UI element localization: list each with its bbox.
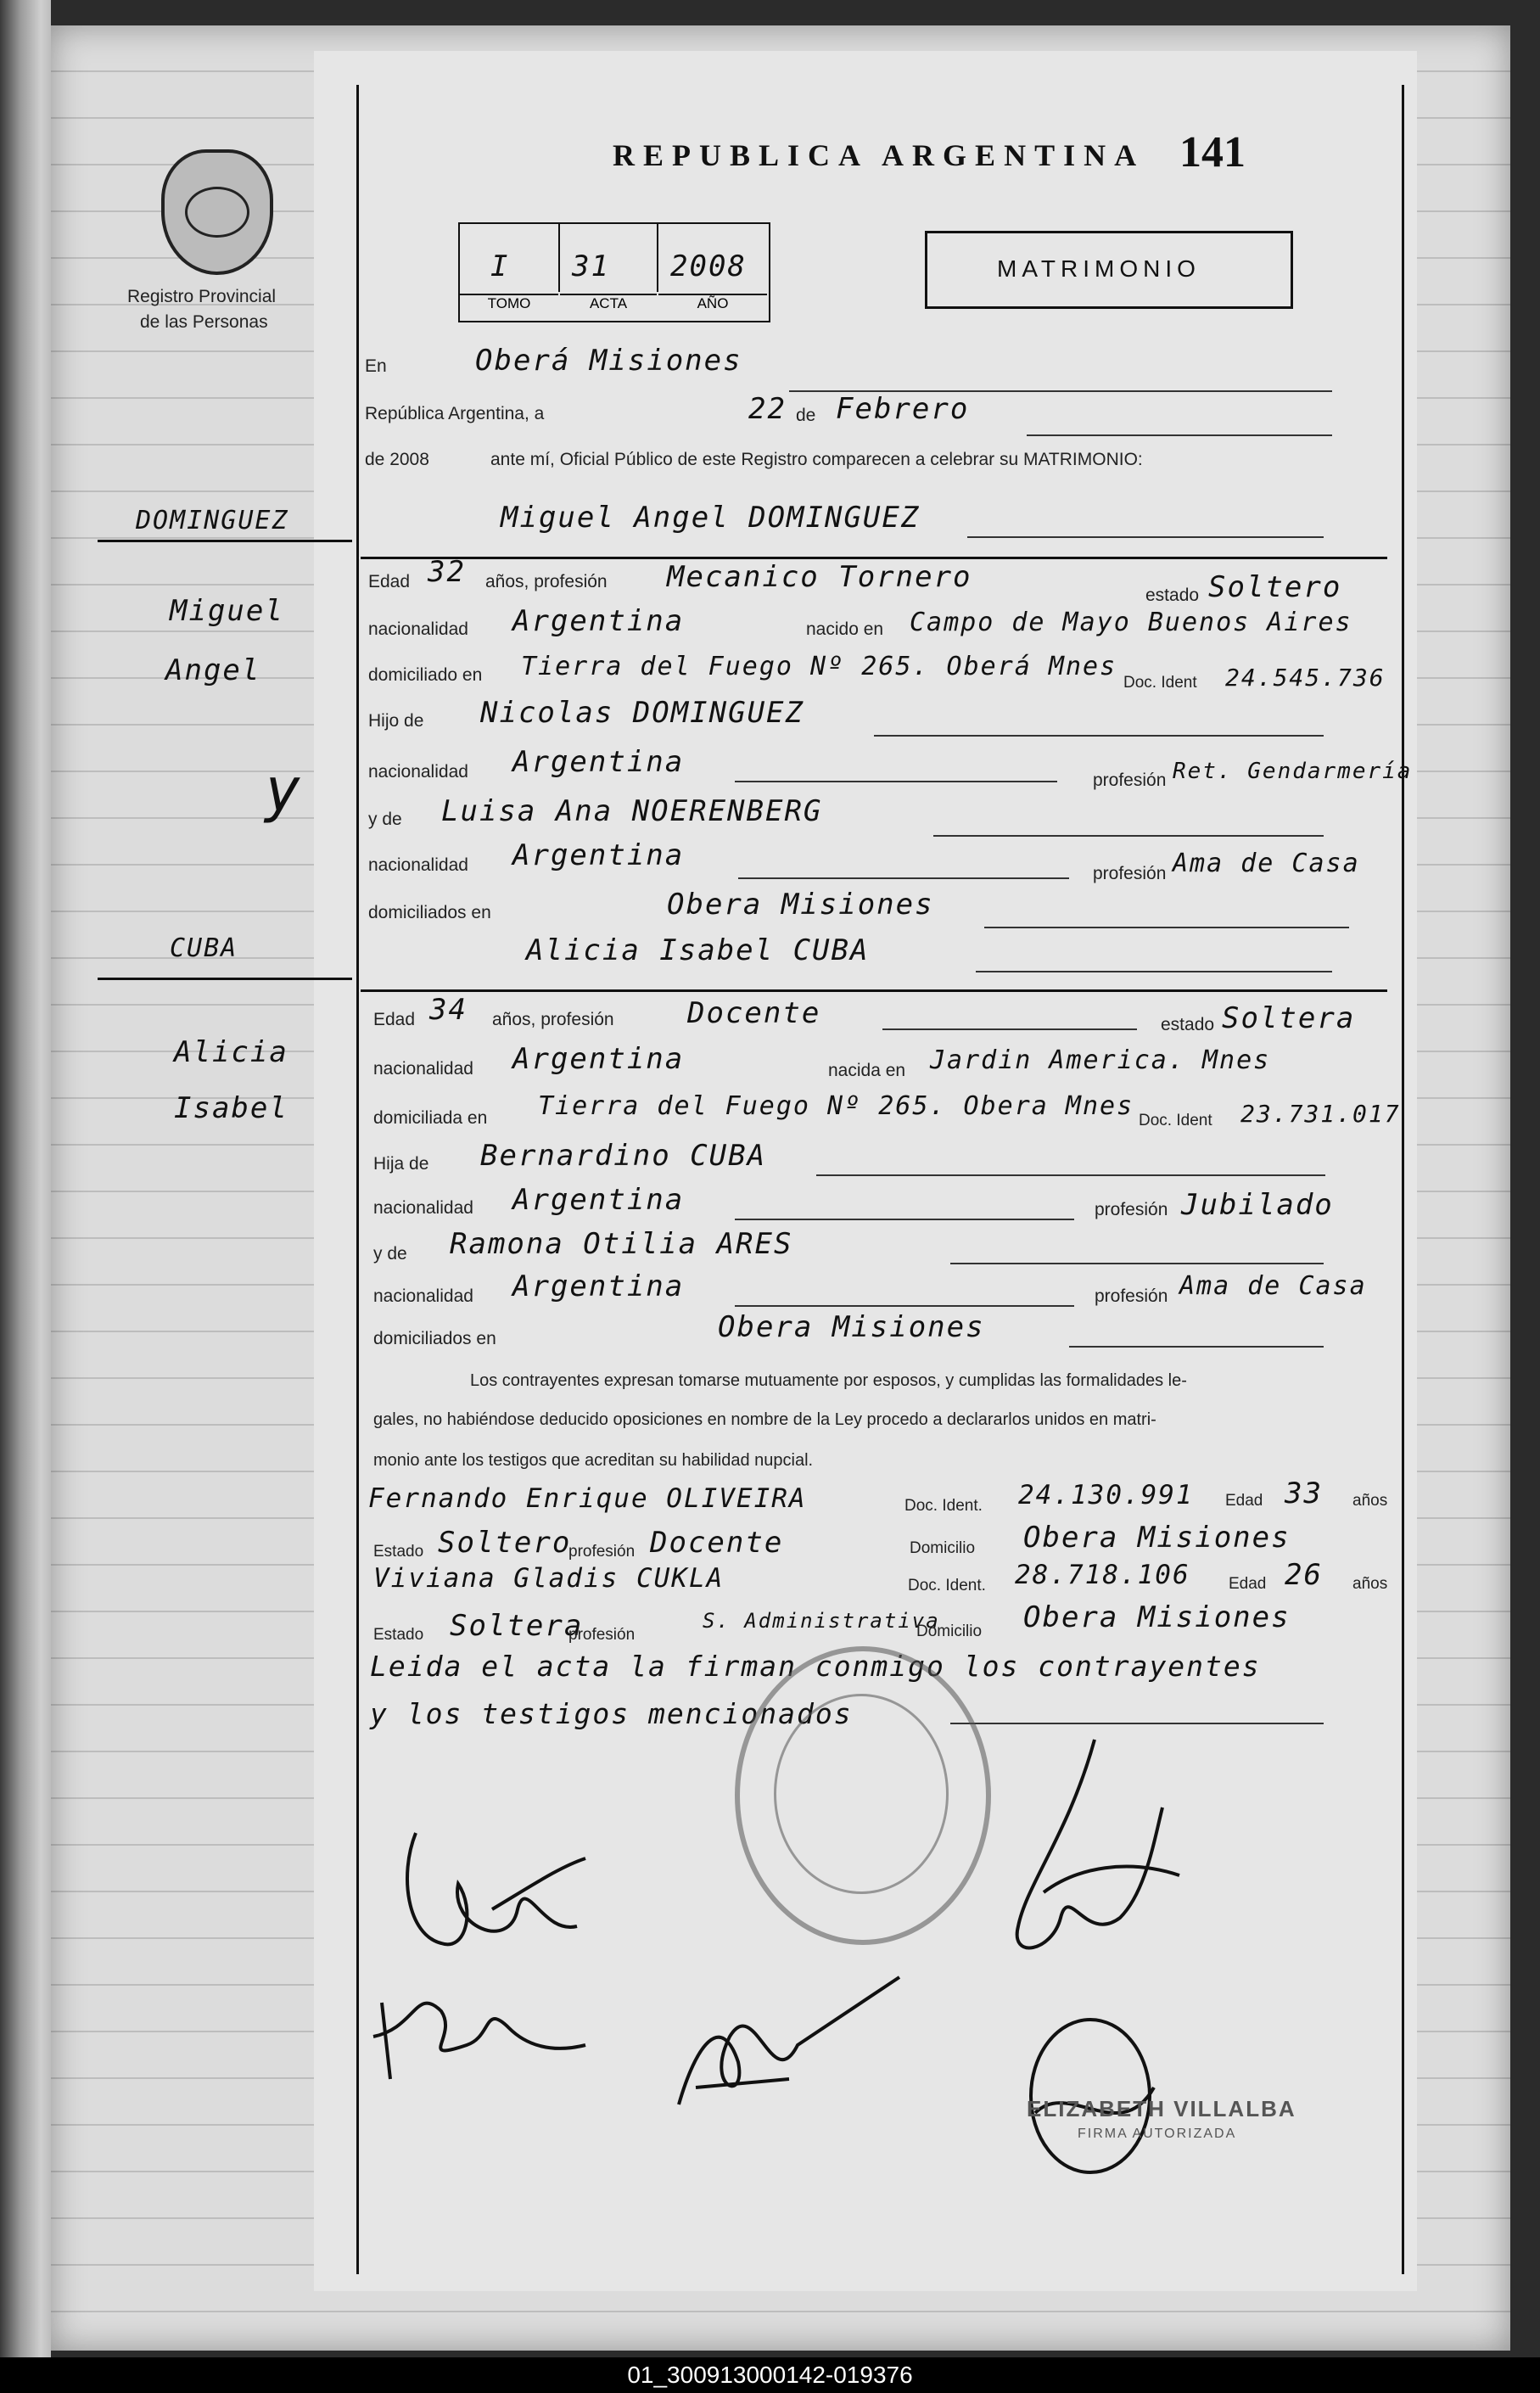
groom-section-top <box>361 557 1387 559</box>
groom-doc: 24.545.736 <box>1225 664 1386 692</box>
groom-parents-address: Obera Misiones <box>667 888 934 922</box>
bride-edad-label: Edad <box>373 1010 416 1029</box>
book-reference-box <box>458 222 770 322</box>
bride-nationality: Argentina <box>512 1042 685 1076</box>
bride-dom-label: domiciliada en <box>373 1108 488 1128</box>
bride-parents-address: Obera Misiones <box>718 1310 985 1344</box>
right-border <box>1402 85 1404 2274</box>
bride-section-top <box>361 989 1387 992</box>
signature-bride-icon <box>390 1807 594 1969</box>
margin-groom-given-2: Angel <box>165 653 261 687</box>
bride-age: 34 <box>429 993 468 1027</box>
groom-mother-nat: Argentina <box>512 838 685 872</box>
registry-name-2: de las Personas <box>140 312 268 332</box>
groom-nac-label: nacionalidad <box>368 619 468 639</box>
intro-month: Febrero <box>836 392 970 426</box>
groom-mother: Luisa Ana NOERENBERG <box>441 794 823 828</box>
bride-hija-label: Hija de <box>373 1154 429 1174</box>
official-stamp-sub: FIRMA AUTORIZADA <box>1078 2127 1237 2141</box>
witness1-edad-label: Edad <box>1225 1492 1263 1510</box>
anio-label: AÑO <box>658 294 767 321</box>
witness2-age: 26 <box>1285 1558 1323 1592</box>
witness1-dom-label: Domicilio <box>910 1539 976 1557</box>
intro-de-label: de <box>796 406 816 425</box>
groom-age: 32 <box>428 555 466 589</box>
bride-prof-label: años, profesión <box>492 1010 614 1029</box>
groom-address: Tierra del Fuego Nº 265. Oberá Mnes <box>521 652 1117 681</box>
bride-full-name: Alicia Isabel CUBA <box>526 933 870 967</box>
witness1-name: Fernando Enrique OLIVEIRA <box>368 1483 807 1514</box>
groom-mother-prof-label: profesión <box>1093 864 1167 883</box>
groom-birthplace: Campo de Mayo Buenos Aires <box>910 608 1352 637</box>
groom-edad-label: Edad <box>368 572 411 591</box>
groom-mother-prof: Ama de Casa <box>1173 849 1360 878</box>
witness1-doc-label: Doc. Ident. <box>904 1497 983 1515</box>
groom-estado-label: estado <box>1145 586 1200 605</box>
witness1-estado: Soltero <box>438 1526 572 1560</box>
groom-hijo-label: Hijo de <box>368 711 424 731</box>
bride-nacida-label: nacida en <box>828 1061 906 1080</box>
margin-divider-2 <box>98 978 352 980</box>
signature-witness1-icon <box>645 1960 916 2130</box>
registry-name-1: Registro Provincial <box>127 287 277 306</box>
groom-nationality: Argentina <box>512 604 685 638</box>
witness1-prof-label: profesión <box>568 1543 636 1561</box>
rep-label: República Argentina, a <box>365 404 545 423</box>
bride-doc: 23.731.017 <box>1240 1100 1401 1128</box>
margin-conjunction: y <box>265 755 303 825</box>
groom-prof-label: años, profesión <box>485 572 608 591</box>
bride-father-nat-label: nacionalidad <box>373 1198 473 1218</box>
bride-father-nat: Argentina <box>512 1183 685 1217</box>
witness2-profession: S. Administrativa <box>703 1609 940 1633</box>
tomo-value: I <box>490 249 510 283</box>
witness2-estado: Soltera <box>450 1609 584 1643</box>
bride-mother: Ramona Otilia ARES <box>450 1227 793 1261</box>
groom-father-prof: Ret. Gendarmería <box>1173 759 1413 784</box>
margin-bride-given-2: Isabel <box>174 1091 288 1125</box>
groom-father-prof-label: profesión <box>1093 771 1167 790</box>
bride-profession: Docente <box>687 996 821 1030</box>
acta-label: ACTA <box>560 294 657 321</box>
witness2-anos-label: años <box>1352 1575 1388 1593</box>
registry-seal-icon <box>161 149 273 275</box>
declaration-line-1: Los contrayentes expresan tomarse mutuamente por esposos, y cumplidas las formalidades le- <box>470 1371 1187 1390</box>
groom-doms-label: domiciliados en <box>368 903 491 922</box>
witness2-estado-label: Estado <box>373 1626 424 1644</box>
image-code-footer: 01_300913000142-019376 <box>0 2357 1540 2393</box>
declaration-line-2: gales, no habiéndose deducido oposiciones en nombre de la Ley procedo a declararlos unidos en matri- <box>373 1410 1156 1429</box>
closing-line-1: Leida el acta la firman conmigo los contrayentes <box>370 1650 1261 1683</box>
witness2-doc: 28.718.106 <box>1015 1560 1190 1590</box>
witness1-estado-label: Estado <box>373 1543 424 1561</box>
margin-bride-given-1: Alicia <box>174 1035 288 1069</box>
bride-nac-label: nacionalidad <box>373 1059 473 1079</box>
witness2-dom-label: Domicilio <box>916 1622 983 1640</box>
anio-value: 2008 <box>670 249 747 283</box>
bride-yde-label: y de <box>373 1244 407 1264</box>
bride-estado: Soltera <box>1222 1001 1356 1035</box>
margin-divider-1 <box>98 540 352 542</box>
country-title: REPUBLICA ARGENTINA <box>613 138 1145 172</box>
groom-father-nat-label: nacionalidad <box>368 762 468 782</box>
groom-father-nat: Argentina <box>512 745 685 779</box>
bride-father-prof-label: profesión <box>1095 1200 1168 1219</box>
bride-doms-label: domiciliados en <box>373 1329 496 1348</box>
witness1-anos-label: años <box>1352 1492 1388 1510</box>
witness1-age: 33 <box>1285 1477 1323 1510</box>
bride-mother-nat-label: nacionalidad <box>373 1286 473 1306</box>
intro-groom-full: Miguel Angel DOMINGUEZ <box>501 501 921 535</box>
closing-line-2: y los testigos mencionados <box>370 1697 853 1730</box>
intro-place: Oberá Misiones <box>475 344 742 378</box>
witness2-edad-label: Edad <box>1229 1575 1267 1593</box>
bride-father: Bernardino CUBA <box>480 1139 767 1173</box>
bride-mother-prof: Ama de Casa <box>1179 1271 1367 1301</box>
witness1-doc: 24.130.991 <box>1018 1480 1194 1510</box>
year-label: de 2008 <box>365 450 429 469</box>
bride-mother-prof-label: profesión <box>1095 1286 1168 1306</box>
witness2-name: Viviana Gladis CUKLA <box>373 1563 725 1594</box>
witness2-doc-label: Doc. Ident. <box>908 1577 986 1594</box>
record-type: MATRIMONIO <box>997 255 1201 282</box>
groom-father: Nicolas DOMINGUEZ <box>480 696 804 730</box>
margin-divider <box>356 85 359 2274</box>
registry-stamp-icon <box>735 1646 991 1945</box>
groom-nacido-label: nacido en <box>806 619 884 639</box>
tomo-label: TOMO <box>460 294 558 321</box>
margin-groom-given-1: Miguel <box>170 594 284 628</box>
acta-value: 31 <box>572 249 610 283</box>
record-type-box <box>925 231 1293 309</box>
bride-birthplace: Jardin America. Mnes <box>930 1045 1271 1075</box>
intro-statement: ante mí, Oficial Público de este Registro comparecen a celebrar su MATRIMONIO: <box>490 450 1143 469</box>
book-spine <box>0 0 51 2368</box>
declaration-line-3: monio ante los testigos que acreditan su habilidad nupcial. <box>373 1451 814 1470</box>
bride-doc-label: Doc. Ident <box>1139 1112 1212 1129</box>
groom-estado: Soltero <box>1208 570 1342 604</box>
groom-dom-label: domiciliado en <box>368 665 483 685</box>
witness2-address: Obera Misiones <box>1023 1600 1291 1634</box>
groom-doc-label: Doc. Ident <box>1123 674 1197 692</box>
bride-mother-nat: Argentina <box>512 1269 685 1303</box>
groom-mother-nat-label: nacionalidad <box>368 855 468 875</box>
margin-bride-surname: CUBA <box>170 933 238 963</box>
bride-address: Tierra del Fuego Nº 265. Obera Mnes <box>538 1091 1134 1121</box>
groom-profession: Mecanico Tornero <box>667 560 972 594</box>
groom-yde-label: y de <box>368 810 402 829</box>
bride-father-prof: Jubilado <box>1181 1188 1334 1222</box>
signature-groom-icon <box>365 1977 602 2088</box>
en-label: En <box>365 356 387 376</box>
bride-estado-label: estado <box>1161 1015 1215 1034</box>
witness1-profession: Docente <box>650 1526 784 1560</box>
signature-witness2-icon <box>993 1731 1188 1969</box>
folio-number: 141 <box>1179 128 1246 177</box>
official-stamp-name: ELIZABETH VILLALBA <box>1027 2096 1296 2121</box>
witness2-prof-label: profesión <box>568 1626 636 1644</box>
intro-day: 22 <box>748 392 787 426</box>
witness1-address: Obera Misiones <box>1023 1521 1291 1555</box>
margin-groom-surname: DOMINGUEZ <box>136 506 289 535</box>
